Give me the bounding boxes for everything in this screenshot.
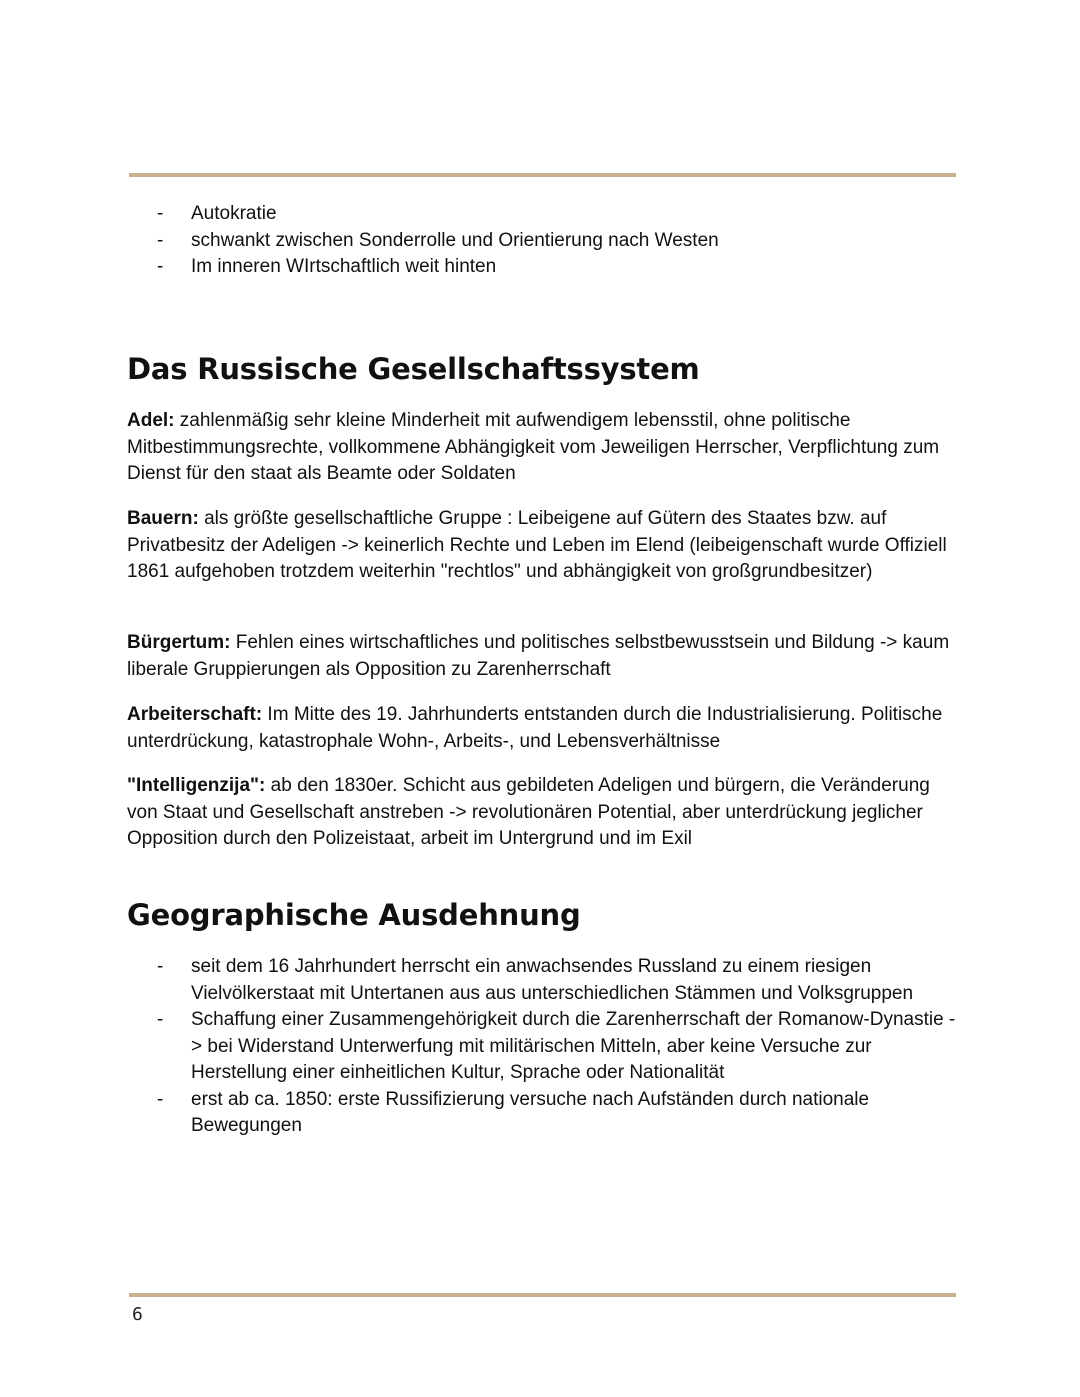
list-item xyxy=(157,954,957,1007)
paragraph-arbeiterschaft xyxy=(127,702,957,755)
section-heading-geography: Geographische Ausdehnung xyxy=(127,898,581,932)
paragraph-bauern xyxy=(127,506,957,586)
list-item xyxy=(157,254,957,281)
list-item-text: schwankt zwischen Sonderrolle und Orientierung nach Westen xyxy=(191,229,719,251)
term-label: Bürgertum: xyxy=(127,632,231,653)
list-item-text: Autokratie xyxy=(191,203,277,224)
list-item-text: Im inneren WIrtschaftlich weit hinten xyxy=(191,256,497,277)
paragraph-buergertum xyxy=(127,630,957,683)
list-item xyxy=(157,201,957,228)
bullet-dash: - xyxy=(157,1009,164,1030)
term-label: "Intelligenzija": xyxy=(127,775,266,796)
term-description: Fehlen eines wirtschaftliches und politisches selbstbewusstsein und Bildung -> kaum liberale Gruppierungen als Opposition zu Zarenherrschaft xyxy=(127,632,950,680)
bullet-dash: - xyxy=(157,229,164,251)
term-description: zahlenmäßig sehr kleine Minderheit mit aufwendigem lebensstil, ohne politische Mitbestimmungsrechte, vollkommene Abhängigkeit vom Jeweiligen Herrscher, Verpflichtung zum Dienst für den staat als Beamte oder Soldaten xyxy=(127,410,940,484)
term-label: Bauern: xyxy=(127,508,199,529)
term-description: Im Mitte des 19. Jahrhunderts entstanden durch die Industrialisierung. Politische unterdrückung, katastrophale Wohn-, Arbeits-, und Lebensverhältnisse xyxy=(127,704,943,752)
list-item xyxy=(157,228,957,255)
intro-bullet-list xyxy=(157,201,957,281)
bullet-dash: - xyxy=(157,956,164,977)
paragraph-intelligenzija xyxy=(127,773,957,853)
list-item-text: seit dem 16 Jahrhundert herrscht ein anwachsendes Russland zu einem riesigen Vielvölkerstaat mit Untertanen aus aus unterschiedlichen Stämmen und Volksgruppen xyxy=(191,956,914,1004)
section-heading-society: Das Russische Gesellschaftssystem xyxy=(127,352,700,386)
term-description: als größte gesellschaftliche Gruppe : Leibeigene auf Gütern des Staates bzw. auf Privatbesitz der Adeligen -> keinerlich Rechte und Leben im Elend (leibeigenschaft wurde Offiziell 1861 aufgehoben trotzdem weiterhin "rechtlos" und abhängigkeit von großgrundbesitzer) xyxy=(127,508,947,582)
header-rule xyxy=(129,173,956,177)
list-item-text: erst ab ca. 1850: erste Russifizierung versuche nach Aufständen durch nationale Bewegungen xyxy=(191,1088,870,1136)
term-label: Adel: xyxy=(127,410,175,431)
footer-rule xyxy=(129,1293,956,1297)
page-number: 6 xyxy=(132,1304,143,1325)
term-label: Arbeiterschaft: xyxy=(127,704,263,725)
paragraph-adel xyxy=(127,408,957,488)
list-item-text: Schaffung einer Zusammengehörigkeit durch die Zarenherrschaft der Romanow-Dynastie -> bei Widerstand Unterwerfung mit militärischen Mitteln, aber keine Versuche zur Herstellung einer einheitlichen Kultur, Sprache oder Nationalität xyxy=(191,1009,956,1083)
bullet-dash: - xyxy=(157,1088,164,1110)
list-item xyxy=(157,1007,957,1087)
list-item xyxy=(157,1087,957,1140)
term-description: ab den 1830er. Schicht aus gebildeten Adeligen und bürgern, die Veränderung von Staat und Gesellschaft anstreben -> revolutionären Potential, aber unterdrückung jeglicher Opposition durch den Polizeistaat, arbeit im Untergrund und im Exil xyxy=(127,775,930,849)
bullet-dash: - xyxy=(157,256,164,277)
bullet-dash: - xyxy=(157,203,164,224)
geography-bullet-list xyxy=(157,954,957,1140)
